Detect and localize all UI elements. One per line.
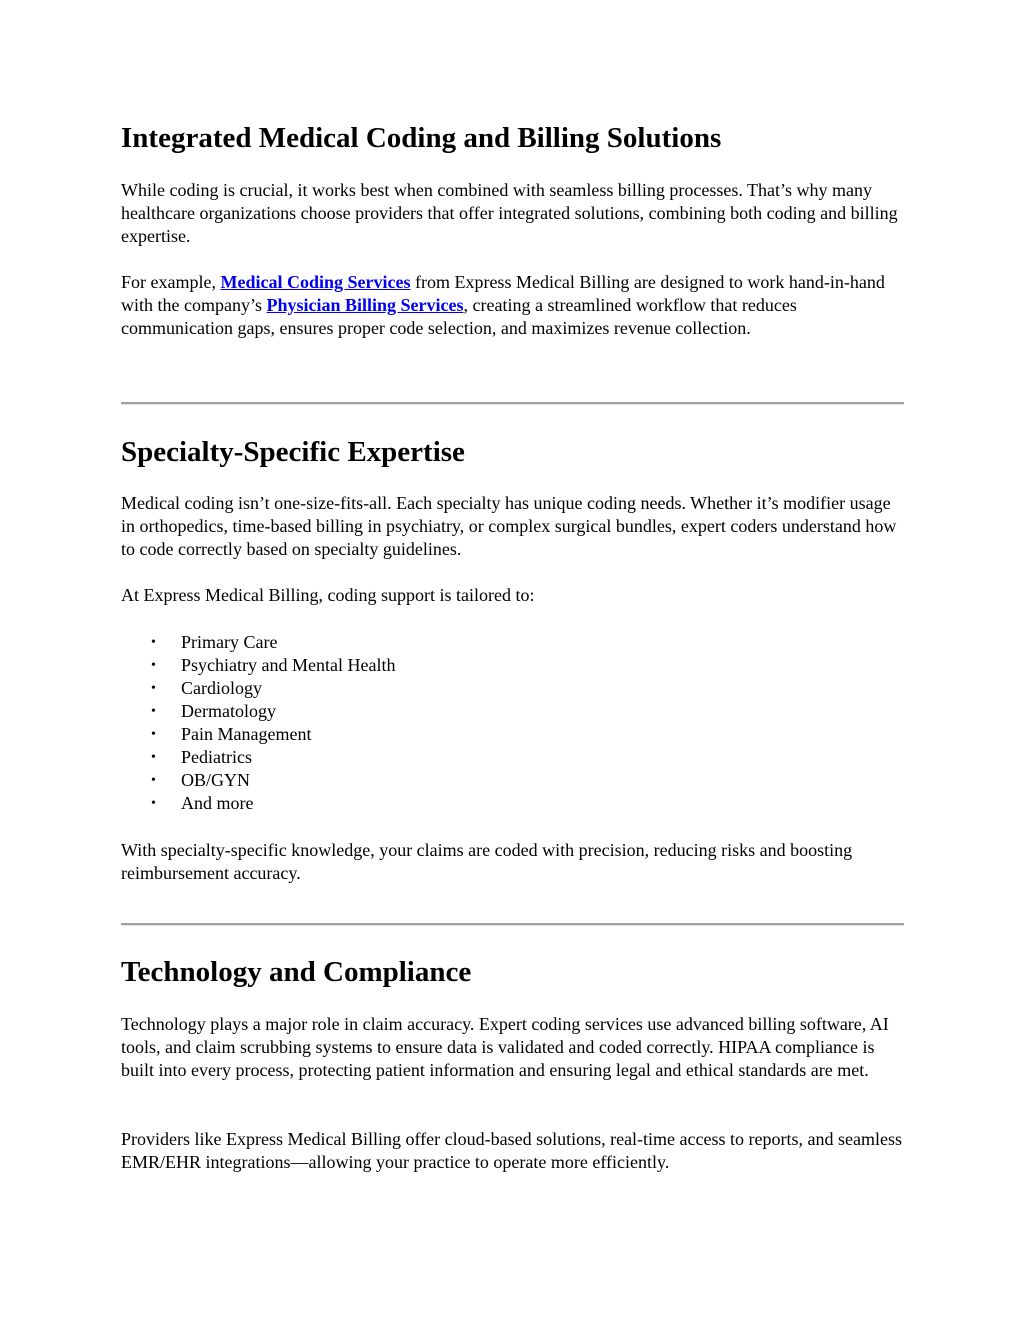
bullet-icon: •: [151, 704, 156, 719]
list-item-label: Psychiatry and Mental Health: [181, 655, 396, 675]
paragraph-text: , creating a streamlined workflow that reduces communication gaps, ensures proper code selection, and maximizes revenue collection.: [121, 295, 797, 338]
bullet-icon: •: [151, 750, 156, 765]
list-item-label: OB/GYN: [181, 770, 251, 790]
list-item-label: Primary Care: [181, 632, 278, 652]
bullet-icon: •: [151, 658, 156, 673]
section-divider: [121, 402, 904, 405]
list-item: [121, 677, 395, 700]
paragraph-text: For example,: [121, 272, 221, 292]
list-item: [121, 746, 395, 769]
heading-technology-compliance: Technology and Compliance: [121, 956, 472, 988]
paragraph-technology-providers: Providers like Express Medical Billing offer cloud-based solutions, real-time access to reports, and seamless EMR/EHR integrations—allowing your practice to operate more efficiently.: [121, 1129, 902, 1172]
physician-billing-services-link[interactable]: Physician Billing Services: [266, 295, 464, 315]
list-item-label: Pediatrics: [181, 747, 252, 767]
heading-integrated-solutions: Integrated Medical Coding and Billing Solutions: [121, 122, 722, 154]
list-item: [121, 769, 395, 792]
list-item-label: Dermatology: [181, 701, 276, 721]
paragraph-integrated-intro: While coding is crucial, it works best when combined with seamless billing processes. That’s why many healthcare organizations choose providers that offer integrated solutions, combining both coding and billing expertise.: [121, 180, 898, 246]
paragraph-specialty-conclusion: With specialty-specific knowledge, your claims are coded with precision, reducing risks and boosting reimbursement accuracy.: [121, 840, 853, 883]
paragraph-specialty-intro: Medical coding isn’t one-size-fits-all. Each specialty has unique coding needs. Whether it’s modifier usage in orthopedics, time-based billing in psychiatry, or complex surgical bundles, expert coders understand how to code correctly based on specialty guidelines.: [121, 493, 897, 559]
bullet-icon: •: [151, 635, 156, 650]
list-item: [121, 792, 395, 815]
list-item-label: Cardiology: [181, 678, 262, 698]
paragraph-technology-intro: Technology plays a major role in claim accuracy. Expert coding services use advanced billing software, AI tools, and claim scrubbing systems to ensure data is validated and coded correctly. HIPAA compliance is built into every process, protecting patient information and ensuring legal and ethical standards are met.: [121, 1014, 889, 1080]
bullet-icon: •: [151, 681, 156, 696]
list-item: [121, 654, 395, 677]
list-item: [121, 723, 395, 746]
heading-specialty-expertise: Specialty-Specific Expertise: [121, 436, 465, 468]
bullet-icon: •: [151, 796, 156, 811]
list-item-label: And more: [181, 793, 254, 813]
paragraph-text: from Express Medical Billing are designed to work hand-in-hand with the company’s: [121, 272, 885, 315]
list-item-label: Pain Management: [181, 724, 312, 744]
list-item: [121, 631, 395, 654]
specialty-list: [121, 631, 395, 815]
paragraph-specialty-tailored: At Express Medical Billing, coding support is tailored to:: [121, 585, 535, 605]
section-divider: [121, 923, 904, 926]
list-item: [121, 700, 395, 723]
medical-coding-services-link[interactable]: Medical Coding Services: [220, 272, 411, 292]
bullet-icon: •: [151, 773, 156, 788]
bullet-icon: •: [151, 727, 156, 742]
paragraph-integrated-example: [121, 271, 904, 340]
